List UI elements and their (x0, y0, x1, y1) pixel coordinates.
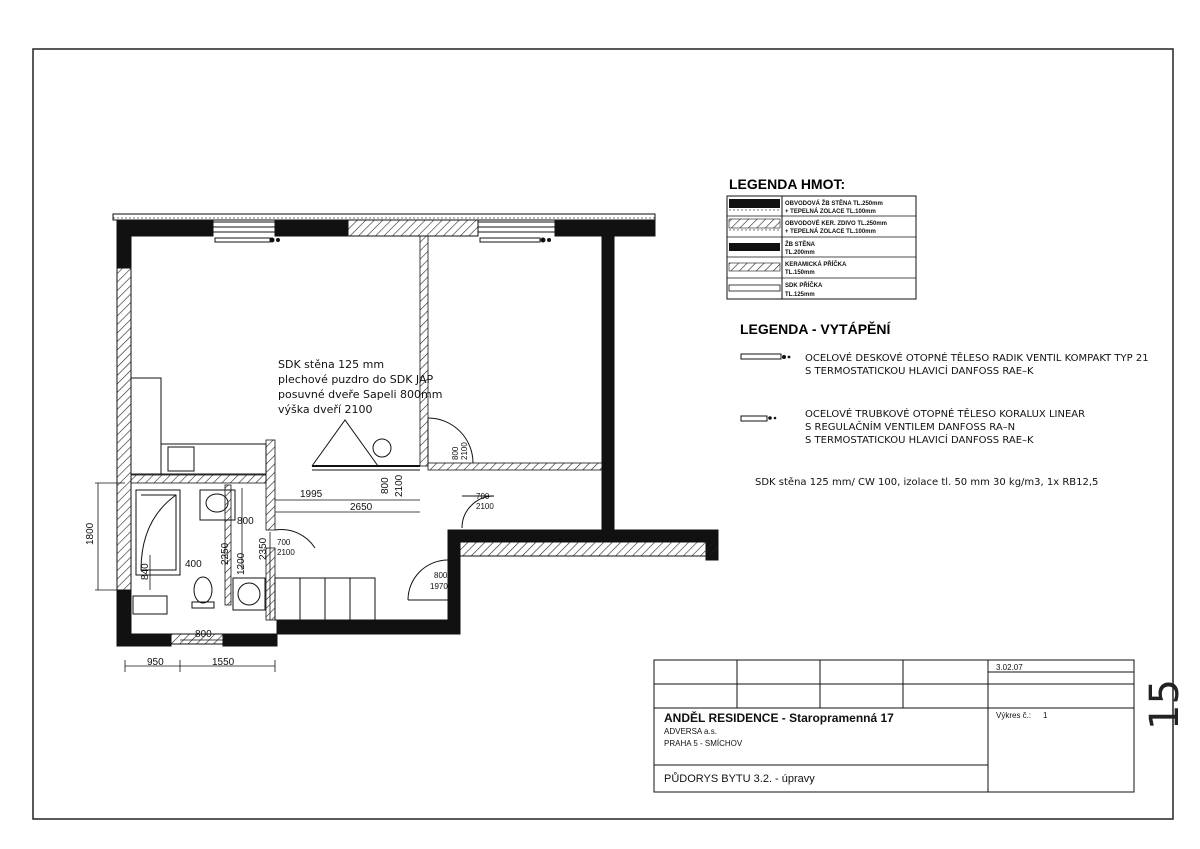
dim-2650: 2650 (350, 502, 373, 513)
project-name: ANDĚL RESIDENCE - Staropramenná 17 (664, 711, 894, 725)
legend-materials (727, 176, 916, 299)
company-address: PRAHA 5 - SMÍCHOV (664, 739, 743, 748)
dim-800-door: 800 (451, 446, 460, 460)
heating-item-line: OCELOVÉ TRUBKOVÉ OTOPNÉ TĚLESO KORALUX LINEAR (805, 409, 1086, 420)
sdk-wall-note: SDK stěna 125 mm/ CW 100, izolace tl. 50 mm 30 kg/m3, 1x RB12,5 (755, 477, 1099, 488)
legend-row-line: KERAMICKÁ PŘÍČKA (785, 262, 847, 268)
dim-800-c: 800 (434, 571, 448, 580)
dim-700-a: 700 (476, 492, 490, 501)
legend-row-line: ŽB STĚNA (785, 242, 815, 248)
dim-2100-b: 2100 (277, 548, 295, 557)
drawing-number-label: Výkres č.: (996, 711, 1032, 720)
tube-radiator-icon (741, 416, 767, 421)
dim-1200: 1200 (236, 552, 247, 575)
dim-2350: 2350 (258, 537, 269, 560)
legend-row-line: TL.200mm (785, 250, 815, 256)
legend-row-line: OBVODOVÁ ŽB STĚNA TL.250mm (785, 201, 883, 207)
heating-item-line: S TERMOSTATICKOU HLAVICÍ DANFOSS RAE–K (805, 366, 1034, 377)
dim-400: 400 (185, 559, 202, 570)
title-date: 3.02.07 (996, 663, 1023, 672)
legend-row-line: TL.150mm (785, 270, 815, 276)
dim-2100-door: 2100 (460, 442, 469, 460)
drawing-title: PŮDORYS BYTU 3.2. - úpravy (664, 773, 815, 785)
legend-materials-title: LEGENDA HMOT: (729, 176, 846, 192)
legend-row-line: TL.125mm (785, 292, 815, 298)
dim-700-b: 700 (277, 538, 291, 547)
heating-item-line: S TERMOSTATICKOU HLAVICÍ DANFOSS RAE–K (805, 435, 1034, 446)
drawing-number: 1 (1043, 711, 1048, 720)
dim-950: 950 (147, 657, 164, 668)
legend-row-line: SDK PŘÍČKA (785, 283, 823, 289)
company-name: ADVERSA a.s. (664, 727, 717, 736)
dim-840: 840 (140, 563, 151, 580)
note-line: plechové puzdro do SDK JAP (278, 373, 434, 386)
note-line: výška dveří 2100 (278, 403, 373, 416)
note-line: SDK stěna 125 mm (278, 358, 385, 371)
dim-2100-a: 2100 (476, 502, 494, 511)
dim-1970: 1970 (430, 582, 448, 591)
dim-800-b: 800 (237, 516, 254, 527)
legend-row-line: + TEPELNÁ ZOLACE TL.100mm (785, 229, 876, 235)
dim-1995: 1995 (300, 489, 323, 500)
dim-1800: 1800 (85, 522, 96, 545)
panel-radiator-icon (741, 354, 781, 359)
dim-800-v: 800 (380, 477, 391, 494)
legend-row-line: + TEPELNÁ ZOLACE TL.100mm (785, 209, 876, 215)
dim-2250: 2250 (220, 542, 231, 565)
handwritten-mark: 15 (1142, 679, 1188, 730)
dim-800-bottom: 800 (195, 629, 212, 640)
heating-item-line: OCELOVÉ DESKOVÉ OTOPNÉ TĚLESO RADIK VENTIL KOMPAKT TYP 21 (805, 353, 1149, 364)
plan-notes (278, 358, 442, 416)
dim-1550: 1550 (212, 657, 235, 668)
floor-plan (95, 214, 718, 672)
legend-row-line: OBVODOVÉ KER. ZDIVO TL.250mm (785, 221, 888, 227)
legend-heating (740, 320, 1149, 488)
heating-item-line: S REGULAČNÍM VENTILEM DANFOSS RA–N (805, 422, 1016, 433)
legend-heating-title: LEGENDA - VYTÁPĚNÍ (740, 321, 891, 337)
dim-2100-v: 2100 (394, 474, 405, 497)
note-line: posuvné dveře Sapeli 800mm (278, 388, 443, 401)
